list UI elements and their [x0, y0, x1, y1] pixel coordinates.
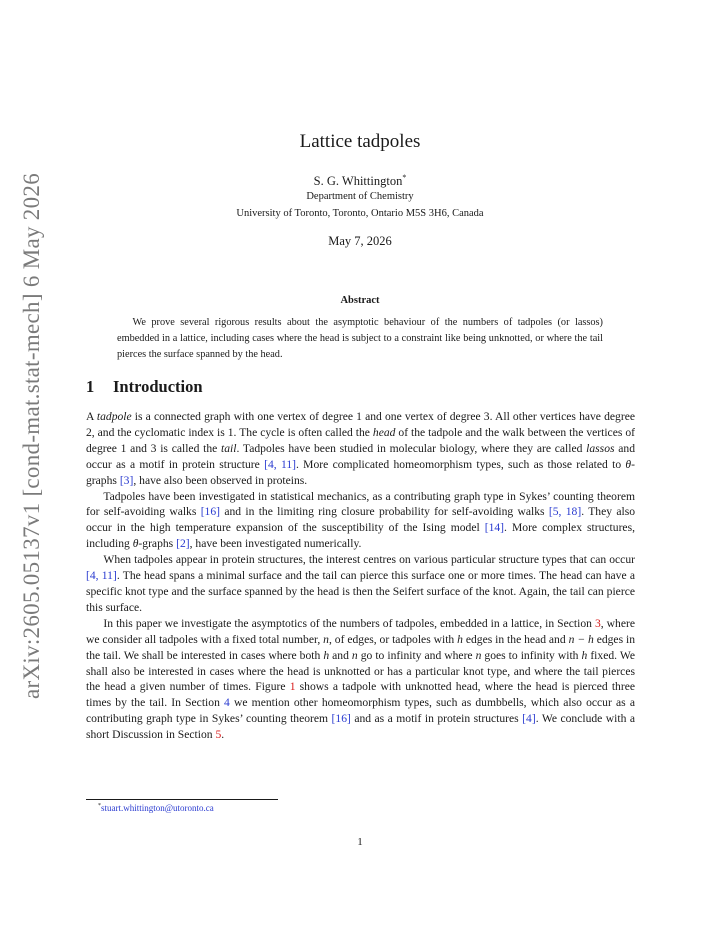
italic-term: head: [372, 425, 396, 439]
section-number: 1: [86, 377, 95, 396]
citation-link[interactable]: [4]: [522, 712, 536, 726]
citation-link[interactable]: [4, 11]: [264, 457, 296, 471]
citation-link[interactable]: [16]: [200, 505, 221, 519]
citation-link[interactable]: [5, 18]: [548, 505, 582, 519]
page-number: 1: [357, 836, 363, 848]
author-footnote-mark: *: [402, 173, 407, 182]
italic-term: n: [323, 632, 329, 646]
crossref-link[interactable]: 3: [594, 616, 601, 630]
italic-term: lassos: [586, 441, 615, 455]
footnote-rule: [86, 799, 278, 800]
paragraph-4: In this paper we investigate the asymptotics of the numbers of tadpoles, embedded in a lattice, in Section 3, where we consider all tadpoles with a fixed total number, n, of edges, or tadpoles with h edges in the head and n − h edges in the tail. We shall be interested in cases where both h and n go to infinity and where n goes to infinity with h fixed. We shall also be interested in cases where the head is unknotted or has a particular knot type, and where the tail pierces the head a given number of times. Figure 1 shows a tadpole with unknotted head, where the head is pierced three times by the tail. In Section 4 we mention other homeomorphism types, such as dumbbells, which also occur as a contributing graph type in Sykes’ counting theorem [16] and as a motif in protein structures [4]. We conclude with a short Discussion in Section 5.: [86, 616, 636, 742]
institution: University of Toronto, Toronto, Ontario M5S 3H6, Canada: [236, 208, 484, 219]
italic-term: tail: [221, 441, 237, 455]
arxiv-id-text: arXiv:2605.05137v1 [cond-mat.stat-mech] 6 May 2026: [19, 173, 44, 699]
footnote-mark: *: [98, 803, 101, 809]
citation-link[interactable]: [14]: [484, 521, 505, 535]
italic-term: θ: [132, 537, 139, 551]
italic-term: n: [475, 648, 482, 662]
italic-term: tadpole: [96, 410, 132, 423]
section-title: Introduction: [113, 377, 203, 396]
paper-title: Lattice tadpoles: [299, 131, 421, 152]
author-email-link[interactable]: stuart.whittington@utoronto.ca: [101, 803, 214, 813]
abstract-text: We prove several rigorous results about the asymptotic behaviour of the numbers of tadpoles (or lassos) embedded in a lattice, including cases where the head is subject to a constraint like being unknotted, or where the tail pierces the surface spanned by the head.: [117, 317, 603, 360]
citation-link[interactable]: 4: [224, 696, 230, 710]
paragraph-1: A tadpole is a connected graph with one vertex of degree 1 and one vertex of degree 3. All other vertices have degree 2, and the cyclomatic index is 1. The cycle is often called the head of the tadpole and the walk between the vertices of degree 1 and 3 is called the tail. Tadpoles have been studied in molecular biology, where they are called lassos and occur as a motif in protein structure [4, 11]. More complicated homeomorphism types, such as those related to θ-graphs [3], have also been observed in proteins.: [86, 410, 636, 487]
footnote: [98, 803, 214, 813]
italic-term: θ: [625, 457, 632, 471]
italic-term: n: [351, 648, 358, 662]
citation-link[interactable]: [4, 11]: [86, 569, 117, 583]
paper-date: May 7, 2026: [328, 234, 392, 248]
italic-term: h: [323, 648, 330, 662]
body-text: [86, 409, 635, 743]
italic-term: n − h: [568, 632, 594, 646]
crossref-link[interactable]: 5: [215, 728, 222, 742]
citation-link[interactable]: [2]: [176, 537, 190, 551]
paragraph-2: Tadpoles have been investigated in statistical mechanics, as a contributing graph type in Sykes’ counting theorem for self-avoiding walks [16] and in the limiting ring closure probability for self-avoiding walks [5, 18]. They also occur in the high temperature expansion of the susceptibility of the Ising model [14]. More complex structures, including θ-graphs [2], have been investigated numerically.: [86, 489, 635, 551]
citation-link[interactable]: [16]: [331, 712, 351, 726]
italic-term: h: [457, 632, 463, 646]
department: Department of Chemistry: [306, 191, 414, 202]
paragraph-3: When tadpoles appear in protein structures, the interest centres on various particular structure types that can occur [4, 11]. The head spans a minimal surface and the tail can pierce this surface one or more times. The head can have a specific knot type and the surface spanned by the head is then the Seifert surface of the knot. Again, the tail can pierce this surface.: [86, 553, 636, 614]
author-line: [0, 173, 720, 189]
italic-term: h: [581, 648, 588, 662]
author-name: S. G. Whittington: [313, 174, 403, 189]
abstract-heading: Abstract: [340, 295, 380, 306]
arxiv-side-identifier: [19, 173, 44, 699]
crossref-link[interactable]: 1: [289, 680, 296, 694]
section-heading: [86, 377, 203, 397]
citation-link[interactable]: [3]: [119, 473, 134, 487]
